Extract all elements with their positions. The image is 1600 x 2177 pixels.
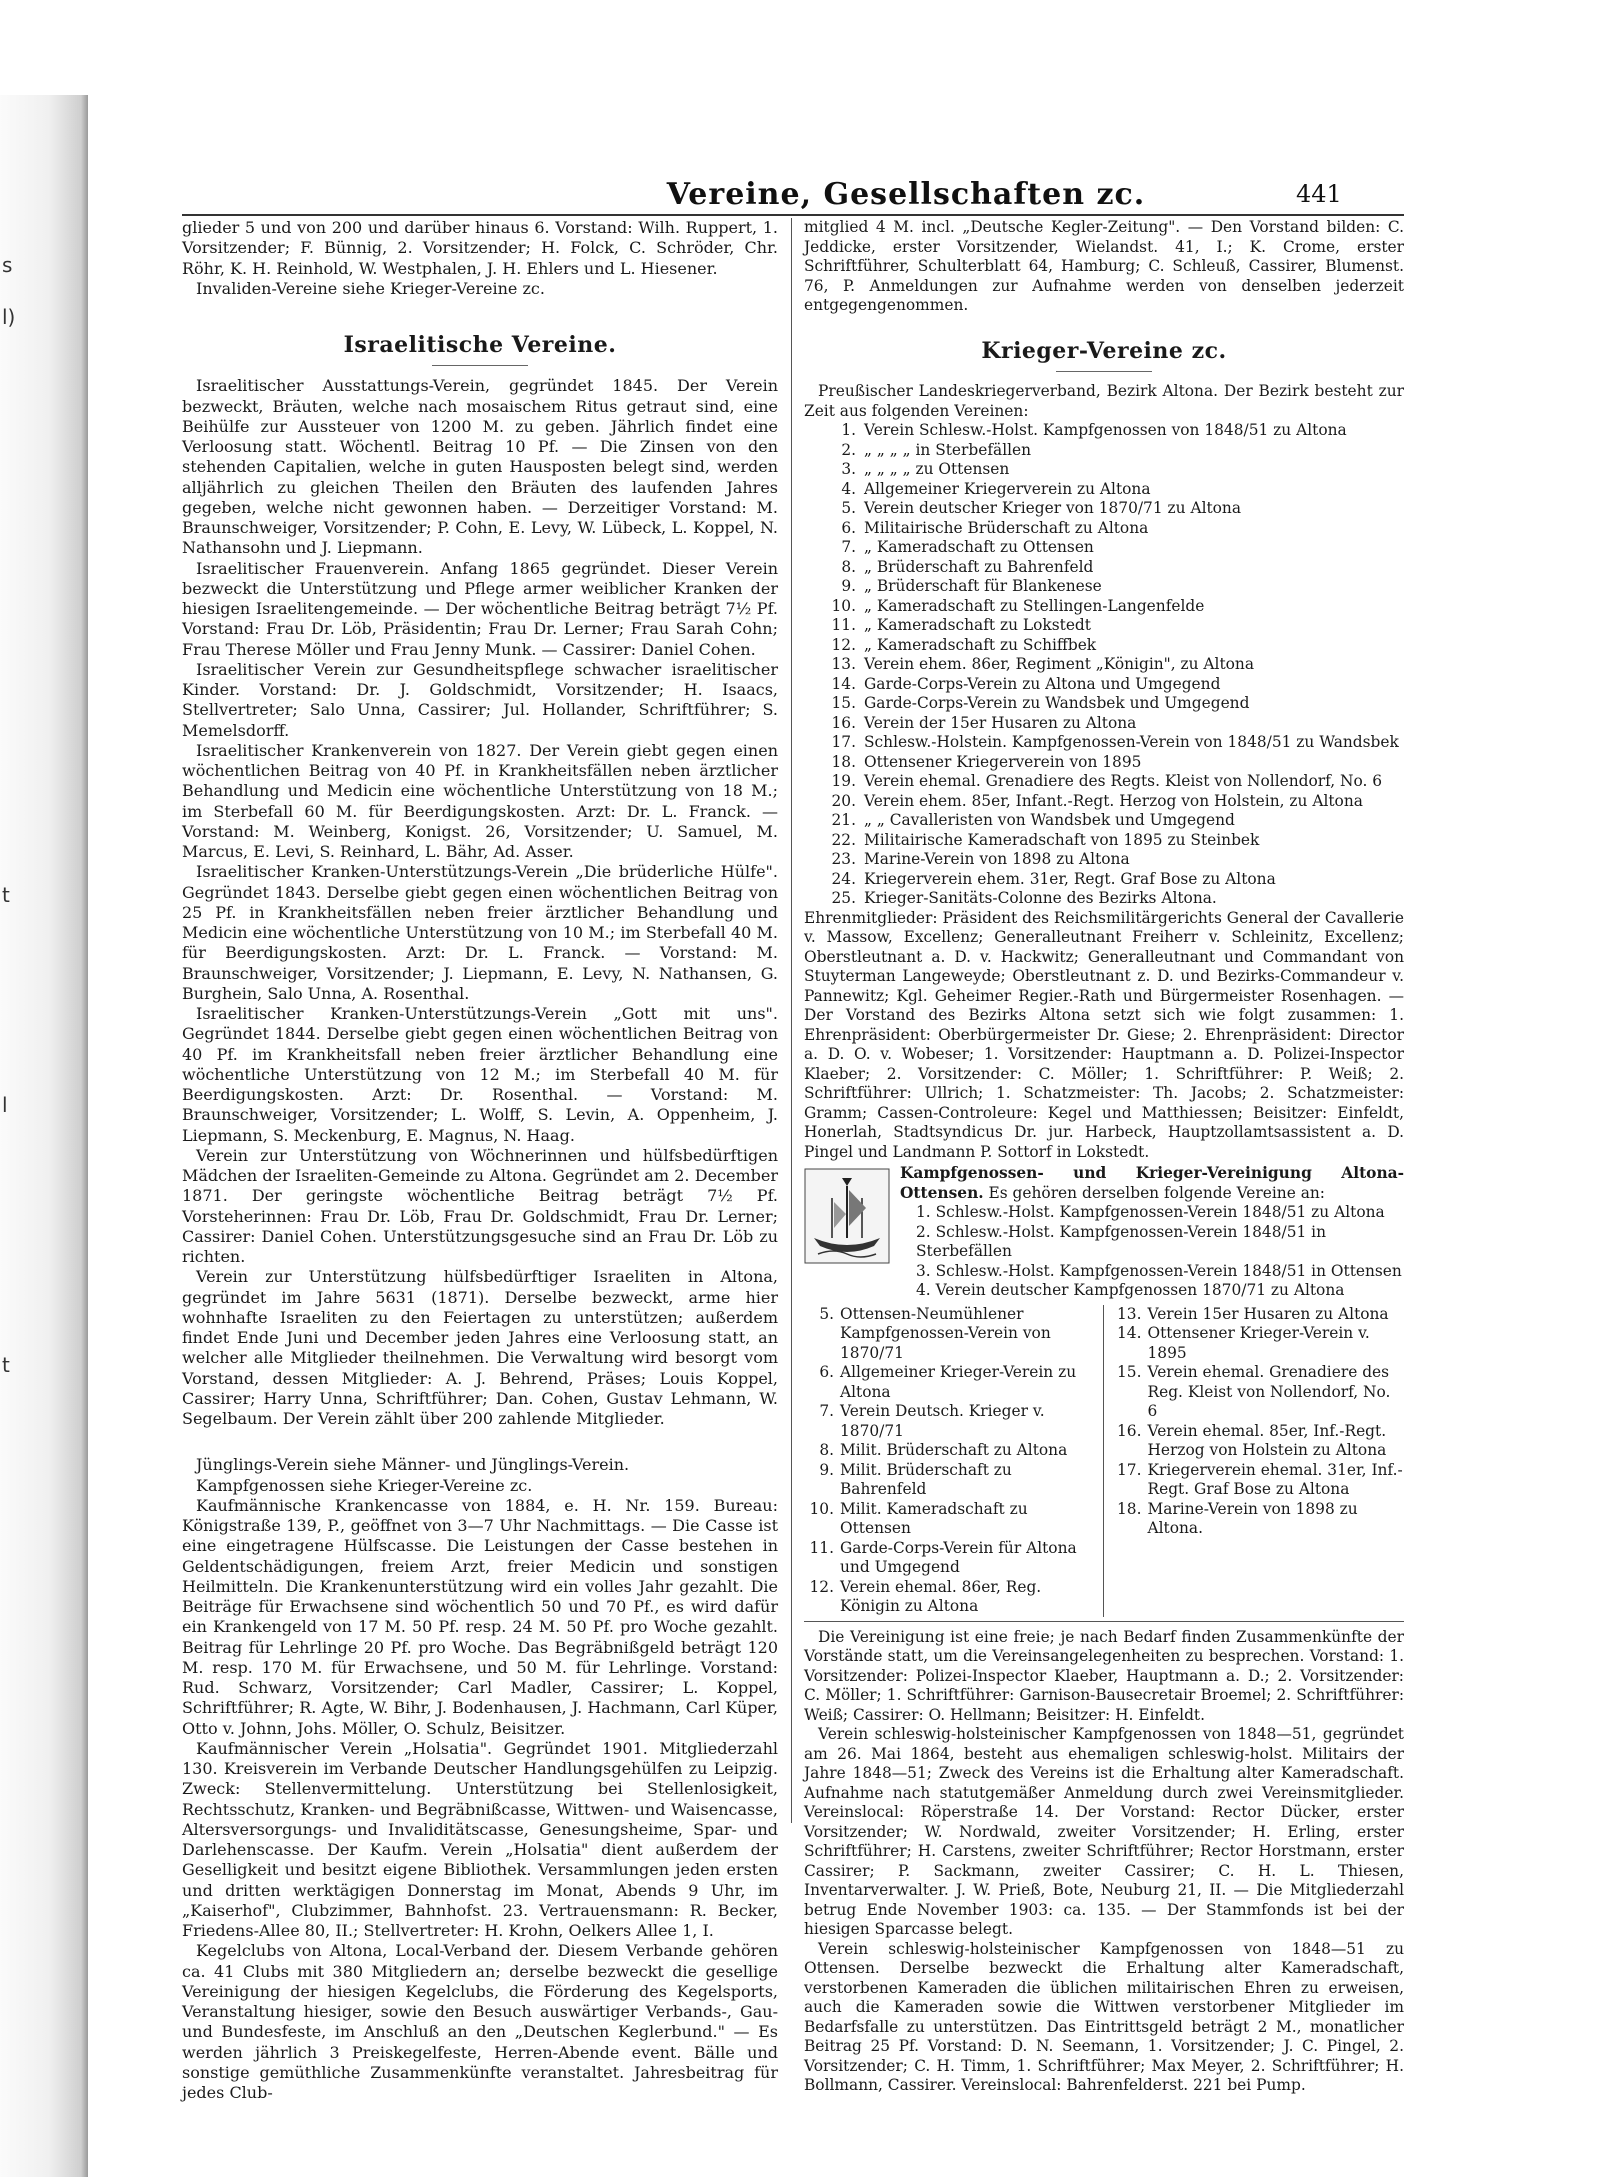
list-item — [804, 460, 1404, 480]
list-item — [804, 421, 1404, 441]
item-number: 6. — [841, 518, 856, 537]
item-number: 9. — [841, 577, 856, 595]
kv-list-left — [804, 1305, 1104, 1617]
item-number: 13. — [1117, 1304, 1142, 1323]
list-item — [1112, 1324, 1405, 1363]
list-item — [804, 499, 1404, 519]
list-item — [804, 714, 1404, 734]
list-item — [804, 538, 1404, 558]
item-text: „ „ Cavalleristen von Wandsbek und Umgegend — [864, 811, 1235, 829]
item-text: Ottensener Kriegerverein von 1895 — [864, 752, 1142, 771]
list-item — [804, 1500, 1097, 1539]
list-item — [804, 1363, 1097, 1402]
item-text: Verein Schlesw.-Holst. Kampfgenossen von 1848/51 zu Altona — [864, 421, 1347, 439]
item-text: Marine-Verein von 1898 zu Altona. — [1147, 1499, 1358, 1537]
item-text: Militairische Brüderschaft zu Altona — [864, 518, 1149, 537]
edge-glyph: t — [2, 1353, 10, 1377]
item-text: „ Kameradschaft zu Schiffbek — [864, 635, 1097, 654]
item-text: 2. Schlesw.-Holst. Kampfgenossen-Verein 1848/51 in Sterbefällen — [916, 1222, 1327, 1260]
section-rule — [1056, 371, 1152, 372]
entry-text: Israelitischer Kranken-Unterstützungs-Verein „Die brüderliche Hülfe". Gegründet 1843. Derselbe giebt gegen einen wöchentlichen Beitrag von 25 Pf. in Krankheitsfällen neben freier ärztlicher Behandlung und Medicin eine wöchentliche Unterstützung von 10 M.; im Sterbefall 40 M. für Beerdigungskosten. Arzt: Dr. L. Franck. — Vorstand: M. Braunschweiger, Vorsitzender; J. Liepmann, E. Levy, N. Nathansen, G. Burghein, Salo Unna, A. Rosenthal. — [182, 862, 778, 1003]
item-text: Marine-Verein von 1898 zu Altona — [864, 850, 1130, 868]
item-number: 15. — [1117, 1363, 1142, 1381]
item-text: Verein der 15er Husaren zu Altona — [864, 713, 1137, 732]
item-text: Allgemeiner Krieger-Verein zu Altona — [840, 1363, 1077, 1401]
entry-text: Israelitischer Verein zur Gesundheitspflege schwacher israelitischer Kinder. Vorstand: Dr. J. Goldschmidt, Vorsitzender; H. Isaacs, Stellvertreter; Salo Unna, Cassirer; Jul. Hollander, Schriftführer; S. Memelsdorff. — [182, 659, 778, 740]
item-text: Kriegerverein ehemal. 31er, Inf.-Regt. Graf Bose zu Altona — [1147, 1460, 1403, 1498]
item-text: Krieger-Sanitäts-Colonne des Bezirks Altona. — [864, 889, 1217, 907]
item-text: Verein 15er Husaren zu Altona — [1147, 1304, 1389, 1323]
list-item — [804, 1461, 1097, 1500]
entry-text: Kaufmännischer Verein „Holsatia". Gegründet 1901. Mitgliederzahl 130. Kreisverein im Verbande Deutscher Handlungsgehülfen zu Leipzig. Zweck: Stellenvermittelung. Unterstützung bei Stellenlosigkeit, Rechtsschutz, Kranken- und Begräbnißcasse, Wittwen- und Waisencasse, Altersversorgungs- und Invaliditätscasse, Genesungsheime, Spar- und Darlehenscasse. Der Kaufm. Verein „Holsatia" dient außerdem der Geselligkeit und besitzt eigene Bibliothek. Versammlungen jeden ersten und dritten werktägigen Donnerstag im Monat, Abends 9 Uhr, im „Kaiserhof", Clubzimmer, Bahnhofst. 23. Vertrauensmann: R. Becker, Friedens-Allee 80, II.; Stellvertreter: H. Krohn, Oelkers Allee 1, I. — [182, 1738, 778, 1940]
item-number: 10. — [809, 1499, 834, 1518]
ship-emblem-icon — [804, 1168, 890, 1264]
spacer — [182, 1429, 778, 1455]
item-text: Verein ehemal. Grenadiere des Reg. Kleist von Nollendorf, No. 6 — [1147, 1363, 1391, 1420]
item-number: 24. — [831, 869, 856, 888]
facing-page-edge — [0, 95, 88, 2177]
list-item — [804, 616, 1404, 636]
list-item — [900, 1203, 1404, 1223]
list-item — [804, 694, 1404, 714]
item-text: Ottensen-Neumühlener Kampfgenossen-Verein von 1870/71 — [840, 1304, 1051, 1362]
section-heading: Israelitische Vereine. — [343, 332, 617, 358]
item-number: 10. — [831, 596, 856, 615]
entry-text: Kaufmännische Krankencasse von 1884, e. H. Nr. 159. Bureau: Königstraße 139, P., geöffnet von 3—7 Uhr Nachmittags. — Die Casse ist eine eingetragene Hülfscasse. Die Leistungen der Casse bestehen in Geldentschädigungen, freiem Arzt, freier Medicin und sonstigen Heilmitteln. Die Krankenunterstützung wird ein volles Jahr gezahlt. Die Beiträge für Erwachsene sind wöchentlich 50 und 70 Pf., es wird dafür ein Krankengeld von 17 M. 50 Pf. resp. 24 M. 50 Pf. pro Woche gezahlt. Beitrag für Lehrlinge 20 Pf. pro Woche. Das Begräbnißgeld beträgt 120 M. resp. 170 M. für Erwachsene, und 50 M. für Lehrlinge. Vorstand: Rud. Schwarz, Vorsitzender; Carl Madler, Cassirer; L. Koppel, Schriftführer; R. Agte, W. Bihr, J. Bodenhausen, J. Hachmann, Carl Küper, Otto v. Johnn, Johs. Möller, O. Schulz, Beisitzer. — [182, 1495, 778, 1738]
list-item — [900, 1262, 1404, 1282]
list-item — [804, 889, 1404, 909]
item-text: Milit. Brüderschaft zu Altona — [840, 1441, 1068, 1459]
item-text: „ Kameradschaft zu Lokstedt — [864, 616, 1091, 634]
edge-glyph: t — [2, 883, 10, 907]
item-text: Milit. Brüderschaft zu Bahrenfeld — [840, 1460, 1012, 1498]
item-number: 25. — [831, 889, 856, 907]
entry-text: Israelitischer Frauenverein. Anfang 1865 gegründet. Dieser Verein bezweckt die Unterstützung und Pflege armer weiblicher Kranken der hiesigen Israelitengemeinde. — Der wöchentliche Beitrag beträgt 7½ Pf. Vorstand: Frau Dr. Löb, Präsidentin; Frau Dr. Lerner; Frau Sarah Cohn; Frau Therese Möller und Frau Jenny Munk. — Cassirer: Daniel Cohen. — [182, 558, 778, 659]
item-number: 20. — [831, 791, 856, 810]
item-text: Garde-Corps-Verein zu Altona und Umgegend — [864, 674, 1221, 693]
item-number: 23. — [831, 850, 856, 868]
edge-glyph: l — [2, 1093, 8, 1117]
edge-glyph: s — [2, 253, 13, 277]
list-item — [804, 850, 1404, 870]
item-text: Militairische Kameradschaft von 1895 zu Steinbek — [864, 830, 1260, 849]
kv-two-column-list — [804, 1305, 1404, 1617]
item-text: 4. Verein deutscher Kampfgenossen 1870/71 zu Altona — [916, 1281, 1345, 1299]
list-item — [1112, 1500, 1405, 1539]
kv-member-list — [900, 1203, 1404, 1301]
list-item — [804, 870, 1404, 890]
item-number: 7. — [819, 1402, 834, 1420]
item-number: 17. — [831, 733, 856, 751]
item-text: Allgemeiner Kriegerverein zu Altona — [864, 479, 1151, 498]
item-number: 3. — [841, 460, 856, 478]
entry-text: Invaliden-Vereine siehe Krieger-Vereine zc. — [196, 278, 545, 298]
list-item — [804, 733, 1404, 753]
list-item — [1112, 1422, 1405, 1461]
item-text: Verein deutscher Krieger von 1870/71 zu Altona — [864, 499, 1242, 517]
item-number: 18. — [1117, 1499, 1142, 1518]
item-number: 12. — [809, 1577, 834, 1596]
item-number: 11. — [831, 616, 856, 634]
section-rule — [432, 365, 528, 366]
entry-text: Israelitischer Ausstattungs-Verein, gegründet 1845. Der Verein bezweckt, Bräuten, welche nach mosaischem Ritus getraut sind, eine Beihülfe zur Aussteuer von 1200 M. zu geben. Jährlich findet eine Verloosung statt. Wöchentl. Beitrag 10 Pf. — Die Zinsen von den stehenden Capitalien, welche in guten Hausposten belegt sind, werden alljährlich zu gleichen Theilen den Bräuten des laufenden Jahres gegeben, welche nicht gewonnen haben. — Derzeitiger Vorstand: M. Braunschweiger, Vorsitzender; P. Cohn, E. Levy, W. Lübeck, L. Koppel, N. Nathansohn und J. Liepmann. — [182, 376, 778, 558]
item-number: 14. — [831, 674, 856, 693]
list-item — [804, 811, 1404, 831]
entry-text: Kampfgenossen siehe Krieger-Vereine zc. — [196, 1475, 533, 1495]
entry-text: Verein schleswig-holsteinischer Kampfgenossen von 1848—51 zu Ottensen. Derselbe bezweckt die Erhaltung alter Kameradschaft, verstorbenen Kameraden die üblichen militairischen Ehren zu erweisen, auch die Kameraden sowie die Wittwen verstorbener Mitglieder im Bedarfsfalle zu unterstützen. Das Eintrittsgeld beträgt 2 M., monatlicher Beitrag 25 Pf. Vorstand: D. N. Seemann, 1. Vorsitzender; J. C. Pingel, 2. Vorsitzender; C. H. Timm, 1. Schriftführer; Max Meyer, 2. Schriftführer; H. Bollmann, Cassirer. Vereinslocal: Bahrenfelderst. 221 bei Pump. — [804, 1939, 1404, 2094]
list-item — [1112, 1363, 1405, 1422]
item-text: „ Kameradschaft zu Ottensen — [864, 538, 1094, 556]
list-item — [900, 1281, 1404, 1301]
running-header-title: Vereine, Gesellschaften zc. — [666, 177, 1146, 212]
item-number: 2. — [841, 440, 856, 459]
kv-body — [900, 1164, 1404, 1301]
list-item — [804, 792, 1404, 812]
item-number: 1. — [841, 421, 856, 439]
item-number: 9. — [819, 1460, 834, 1479]
list-item — [804, 1578, 1097, 1617]
item-text: Garde-Corps-Verein zu Wandsbek und Umgegend — [864, 694, 1250, 712]
entry-text: Verein schleswig-holsteinischer Kampfgenossen von 1848—51, gegründet am 26. Mai 1864, besteht aus ehemaligen schleswig-holst. Militairs der Jahre 1848—51; Zweck des Vereins ist die Erhaltung alter Kameradschaft. Aufnahme nach statutgemäßer Anmeldung durch zwei Vereinsmitglieder. Vereinslocal: Röperstraße 14. Der Vorstand: Rector Dücker, erster Vorsitzender; W. Nordwald, zweiter Vorsitzender; H. Erling, erster Schriftführer; H. Carstens, zweiter Schriftführer; Rector Horstmann, erster Cassirer; P. Sackmann, zweiter Cassirer; C. H. L. Thiesen, Inventarverwalter. J. W. Prieß, Bote, Neuburg 21, II. — Die Mitgliederzahl betrug Ende November 1903: ca. 135. — Der Stammfonds ist bei der hiesigen Sparcasse belegt. — [804, 1725, 1404, 1938]
member-association-list — [804, 421, 1404, 909]
item-number: 12. — [831, 635, 856, 654]
item-text: Ottensener Krieger-Verein v. 1895 — [1147, 1324, 1370, 1362]
item-text: 1. Schlesw.-Holst. Kampfgenossen-Verein 1848/51 zu Altona — [916, 1203, 1385, 1221]
entry-text: Israelitischer Kranken-Unterstützungs-Verein „Gott mit uns". Gegründet 1844. Derselbe giebt gegen einen wöchentlichen Beitrag von 40 Pf. im Krankheitsfall neben freier ärztlicher Behandlung eine wöchentliche Unterstützung von 12 M.; im Sterbefall 40 M. für Beerdigungskosten. Arzt: Dr. Rosenthal. — Vorstand: M. Braunschweiger, Vorsitzender; L. Wolff, S. Levin, A. Oppenheim, J. Liepmann, S. Meckenburg, E. Magnus, N. Haag. — [182, 1004, 778, 1145]
item-text: Verein ehemal. 85er, Inf.-Regt. Herzog von Holstein zu Altona — [1147, 1421, 1387, 1459]
item-number: 19. — [831, 772, 856, 790]
item-number: 16. — [831, 713, 856, 732]
header-rule — [182, 214, 1404, 216]
item-number: 4. — [841, 479, 856, 498]
kv-block — [804, 1164, 1404, 1301]
list-item — [804, 1539, 1097, 1578]
item-text: Verein ehem. 86er, Regiment „Königin", zu Altona — [864, 655, 1255, 673]
entry-text: Die Vereinigung ist eine freie; je nach Bedarf finden Zusammenkünfte der Vorstände statt, um die Vereinsangelegenheiten zu besprechen. Vorstand: 1. Vorsitzender: Polizei-Inspector Klaeber, Hauptmann a. D.; 2. Vorsitzender: C. Möller; 1. Schriftführer: Garnison-Bausecretair Broemel; 2. Schriftführer: Weiß; Cassirer: O. Hellmann; Beisitzer: H. Einfeldt. — [804, 1627, 1404, 1724]
entry-text — [900, 1164, 1404, 1203]
page-number: 441 — [1296, 180, 1342, 208]
item-number: 17. — [1117, 1460, 1142, 1479]
entry-text: Ehrenmitglieder: Präsident des Reichsmilitärgerichts General der Cavallerie v. Massow, Excellenz; Generalleutnant Freiherr v. Schleinitz, Excellenz; Oberstleutnant a. D. v. Hackwitz; Generalleutnant und Commandant von Stuyterman Langeweyde; Oberstleutnant z. D. und Bezirks-Commandeur v. Pannewitz; Kgl. Geheimer Regier.-Rath und Bürgermeister Rosenhagen. — Der Vorstand des Bezirks Altona setzt sich wie folgt zusammen: 1. Ehrenpräsident: Oberbürgermeister Dr. Giese; 2. Ehrenpräsident: Director a. D. O. v. Wobeser; 1. Vorsitzender: Hauptmann a. D. Polizei-Inspector Klaeber; 2. Vorsitzender: C. Möller; 1. Schriftführer: P. Weiß; 2. Schriftführer: Ullrich; 1. Schatzmeister: Th. Jacobs; 2. Schatzmeister: Gramm; Cassen-Controleure: Kegel und Matthiessen; Beisitzer: Einfeldt, Honerlah, Stadtsyndicus Dr. jur. Harbeck, Hauptzollamtsassistent a. D. Pingel und Landmann P. Sottorf in Lokstedt. — [804, 908, 1404, 1161]
item-text: Verein Deutsch. Krieger v. 1870/71 — [840, 1402, 1045, 1440]
item-text: „ Brüderschaft für Blankenese — [864, 577, 1102, 595]
item-number: 13. — [831, 655, 856, 673]
item-text: Verein ehemal. Grenadiere des Regts. Kleist von Nollendorf, No. 6 — [864, 772, 1383, 790]
entry-text: Israelitischer Krankenverein von 1827. Der Verein giebt gegen einen wöchentlichen Beitrag von 40 Pf. in Krankheitsfällen neben ärztlicher Behandlung und Medicin eine wöchentliche Unterstützung von 18 M.; im Sterbefall 60 M. für Beerdigungskosten. Arzt: Dr. L. Franck. — Vorstand: M. Weinberg, Konigst. 26, Vorsitzender; U. Samuel, M. Marcus, E. Levi, S. Reinhard, L. Bähr, Ad. Asser. — [182, 740, 778, 861]
item-number: 5. — [841, 499, 856, 517]
item-number: 6. — [819, 1363, 834, 1381]
list-item — [804, 1305, 1097, 1364]
entry-text: mitglied 4 M. incl. „Deutsche Kegler-Zeitung". — Den Vorstand bilden: C. Jeddicke, erster Vorsitzender, Wielandst. 41, I.; K. Crome, erster Schriftführer, Schulterblatt 64, Hamburg; C. Schleuß, Cassirer, Blumenst. 76, P. Anmeldungen zur Aufnahme werden von denselben jederzeit entgegengenommen. — [804, 218, 1404, 314]
item-text: Schlesw.-Holstein. Kampfgenossen-Verein von 1848/51 zu Wandsbek — [864, 733, 1399, 751]
entry-text: Preußischer Landeskriegerverband, Bezirk Altona. Der Bezirk besteht zur Zeit aus folgenden Vereinen: — [804, 382, 1404, 420]
item-number: 22. — [831, 830, 856, 849]
item-text: Verein ehemal. 86er, Reg. Königin zu Altona — [840, 1577, 1042, 1615]
list-item — [804, 597, 1404, 617]
list-item — [804, 675, 1404, 695]
item-number: 18. — [831, 752, 856, 771]
item-text: Verein ehem. 85er, Infant.-Regt. Herzog von Holstein, zu Altona — [864, 791, 1363, 810]
item-number: 14. — [1117, 1324, 1142, 1342]
entry-heading: Kampfgenossen- und Krieger-Vereinigung Altona-Ottensen. — [900, 1164, 1404, 1202]
item-text: Garde-Corps-Verein für Altona und Umgegend — [840, 1538, 1077, 1576]
item-number: 5. — [819, 1304, 834, 1323]
list-item — [804, 1441, 1097, 1461]
list-item — [804, 636, 1404, 656]
item-text: „ Brüderschaft zu Bahrenfeld — [864, 557, 1094, 576]
list-item — [900, 1223, 1404, 1262]
item-number: 15. — [831, 694, 856, 712]
list-item — [804, 753, 1404, 773]
item-number: 11. — [809, 1538, 834, 1557]
list-item — [1112, 1305, 1405, 1325]
scan-top-margin — [0, 0, 1600, 95]
entry-text: Verein zur Unterstützung hülfsbedürftiger Israeliten in Altona, gegründet im Jahre 5631 (1871). Derselbe bezweckt, arme hier wohnhafte Israeliten zu den Feiertagen zu unterstützen; außerdem findet Ende Juni und December jeden Jahres eine Verloosung statt, an welcher alle Mitglieder theilnehmen. Die Verwaltung wird besorgt vom Vorstand, dessen Mitglieder: A. J. Behrend, Präses; Louis Koppel, Cassirer; Harry Unna, Schriftführer; Dan. Cohen, Gustav Lehmann, W. Segelbaum. Der Verein zählt über 200 zahlende Mitglieder. — [182, 1267, 778, 1428]
right-column — [804, 218, 1404, 2096]
entry-text: glieder 5 und von 200 und darüber hinaus 6. Vorstand: Wilh. Ruppert, 1. Vorsitzender; F. Bünnig, 2. Vorsitzender; H. Folck, C. Schröder, Chr. Röhr, K. H. Reinhold, W. Westphalen, J. H. Ehlers und L. Hiesener. — [182, 218, 778, 278]
item-text: Kriegerverein ehem. 31er, Regt. Graf Bose zu Altona — [864, 869, 1276, 888]
item-number: 8. — [819, 1441, 834, 1459]
item-number: 21. — [831, 811, 856, 829]
list-item — [804, 441, 1404, 461]
section-heading: Krieger-Vereine zc. — [981, 337, 1227, 364]
list-item — [804, 519, 1404, 539]
entry-text: Kegelclubs von Altona, Local-Verband der. Diesem Verbande gehören ca. 41 Clubs mit 380 Mitgliedern an; derselbe bezweckt die gesellige Vereinigung der hiesigen Kegelclubs, die Förderung des Kegelsports, Veranstaltung hiesiger, sowie den Besuch auswärtiger Verbands-, Gau- und Bundesfeste, im Anschluß an den „Deutschen Keglerbund." — Es werden jährlich 3 Preiskegelfeste, Herren-Abende event. Bälle und sonstige gemüthliche Zusammenkünfte veranstaltet. Jahresbeitrag für jedes Club- — [182, 1941, 778, 2102]
entry-text: Es gehören derselben folgende Vereine an: — [988, 1183, 1325, 1202]
list-rule — [804, 1621, 1404, 1622]
column-divider — [791, 218, 792, 1823]
item-text: „ Kameradschaft zu Stellingen-Langenfelde — [864, 596, 1205, 615]
item-number: 8. — [841, 557, 856, 576]
entry-text: Verein zur Unterstützung von Wöchnerinnen und hülfsbedürftigen Mädchen der Israeliten-Gemeinde zu Altona. Gegründet am 2. December 1871. Der geringste wöchentliche Beitrag beträgt 7½ Pf. Vorsteherinnen: Frau Dr. Löb, Frau Dr. Goldschmidt, Frau Dr. Lerner; Cassirer: Daniel Cohen. Unterstützungsgesuche sind an Frau Dr. Löb zu richten. — [182, 1145, 778, 1266]
list-item — [804, 831, 1404, 851]
edge-glyph: l) — [2, 305, 16, 329]
item-text: „ „ „ „ in Sterbefällen — [864, 440, 1032, 459]
list-item — [804, 1402, 1097, 1441]
item-number: 7. — [841, 538, 856, 556]
item-text: 3. Schlesw.-Holst. Kampfgenossen-Verein 1848/51 in Ottensen — [916, 1261, 1402, 1280]
item-text: Milit. Kameradschaft zu Ottensen — [840, 1499, 1028, 1537]
list-item — [804, 558, 1404, 578]
list-item — [804, 577, 1404, 597]
left-column — [182, 218, 778, 2103]
kv-list-right — [1104, 1305, 1405, 1617]
list-item — [1112, 1461, 1405, 1500]
entry-text: Jünglings-Verein siehe Männer- und Jünglings-Verein. — [196, 1455, 630, 1475]
list-item — [804, 655, 1404, 675]
item-number: 16. — [1117, 1421, 1142, 1440]
item-text: „ „ „ „ zu Ottensen — [864, 460, 1010, 478]
list-item — [804, 480, 1404, 500]
list-item — [804, 772, 1404, 792]
